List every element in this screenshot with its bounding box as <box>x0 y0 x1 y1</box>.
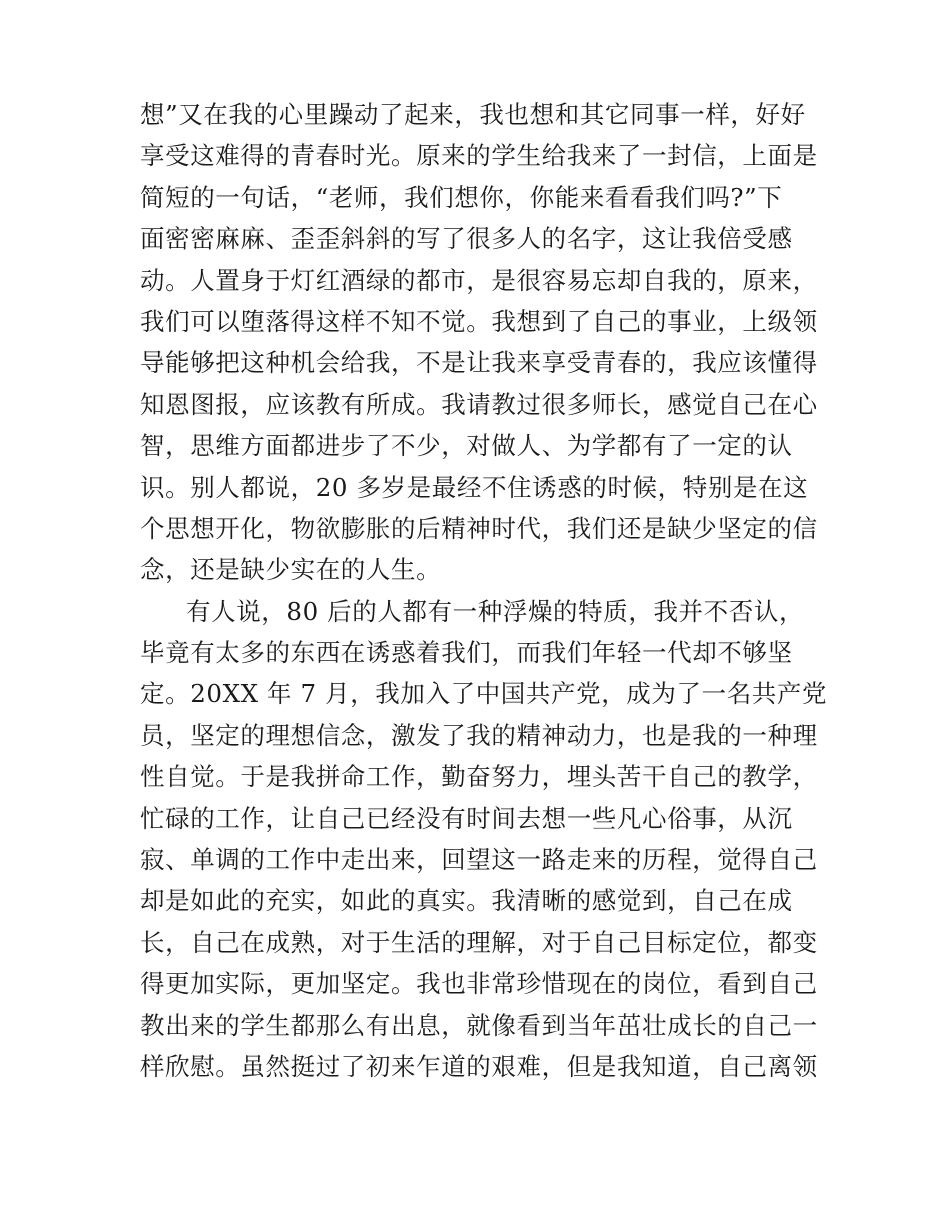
body-text <box>140 94 830 1087</box>
text-line: 得更加实际，更加坚定。我也非常珍惜现在的岗位，看到自己 <box>140 969 818 999</box>
text-line: 个思想开化，物欲膨胀的后精神时代，我们还是缺少坚定的信 <box>140 513 818 543</box>
text-line: 长，自己在成熟，对于生活的理解，对于自己目标定位，都变 <box>140 927 818 957</box>
text-line: 毕竟有太多的东西在诱惑着我们，而我们年轻一代却不够坚 <box>140 638 793 668</box>
text-line: 面密密麻麻、歪歪斜斜的写了很多人的名字，这让我倍受感 <box>140 224 793 254</box>
text-line: 员，坚定的理想信念，激发了我的精神动力，也是我的一种理 <box>140 720 818 750</box>
text-line: 知恩图报，应该教有所成。我请教过很多师长，感觉自己在心 <box>140 389 818 419</box>
text-line: 识。别人都说，20 多岁是最经不住诱惑的时候，特别是在这 <box>140 472 809 502</box>
text-line: 想”又在我的心里躁动了起来，我也想和其它同事一样，好好 <box>140 100 806 129</box>
text-line: 享受这难得的青春时光。原来的学生给我来了一封信，上面是 <box>140 141 818 171</box>
text-line: 简短的一句话，“老师，我们想你，你能来看看我们吗?”下 <box>140 182 783 212</box>
text-line: 寂、单调的工作中走出来，回望这一路走来的历程，觉得自己 <box>140 845 818 875</box>
text-line: 却是如此的充实，如此的真实。我清晰的感觉到，自己在成 <box>140 886 793 916</box>
text-line: 导能够把这种机会给我，不是让我来享受青春的，我应该懂得 <box>140 348 818 378</box>
text-line: 样欣慰。虽然挺过了初来乍道的艰难，但是我知道，自己离领 <box>140 1051 818 1081</box>
text-line: 念，还是缺少实在的人生。 <box>140 555 442 585</box>
text-line: 忙碌的工作，让自己已经没有时间去想一些凡心俗事，从沉 <box>140 803 793 833</box>
paragraph-first-line: 有人说，80 后的人都有一种浮燥的特质，我并不否认， <box>186 596 805 626</box>
text-line: 性自觉。于是我拼命工作，勤奋努力，埋头苦干自己的教学， <box>140 762 818 792</box>
text-line: 动。人置身于灯红酒绿的都市，是很容易忘却自我的，原来， <box>140 265 818 295</box>
text-line: 定。20XX 年 7 月，我加入了中国共产党，成为了一名共产党 <box>140 679 828 709</box>
text-line: 智，思维方面都进步了不少，对做人、为学都有了一定的认 <box>140 431 793 461</box>
text-line: 教出来的学生都那么有出息，就像看到当年茁壮成长的自己一 <box>140 1010 818 1040</box>
text-line: 我们可以堕落得这样不知不觉。我想到了自己的事业，上级领 <box>140 306 818 336</box>
